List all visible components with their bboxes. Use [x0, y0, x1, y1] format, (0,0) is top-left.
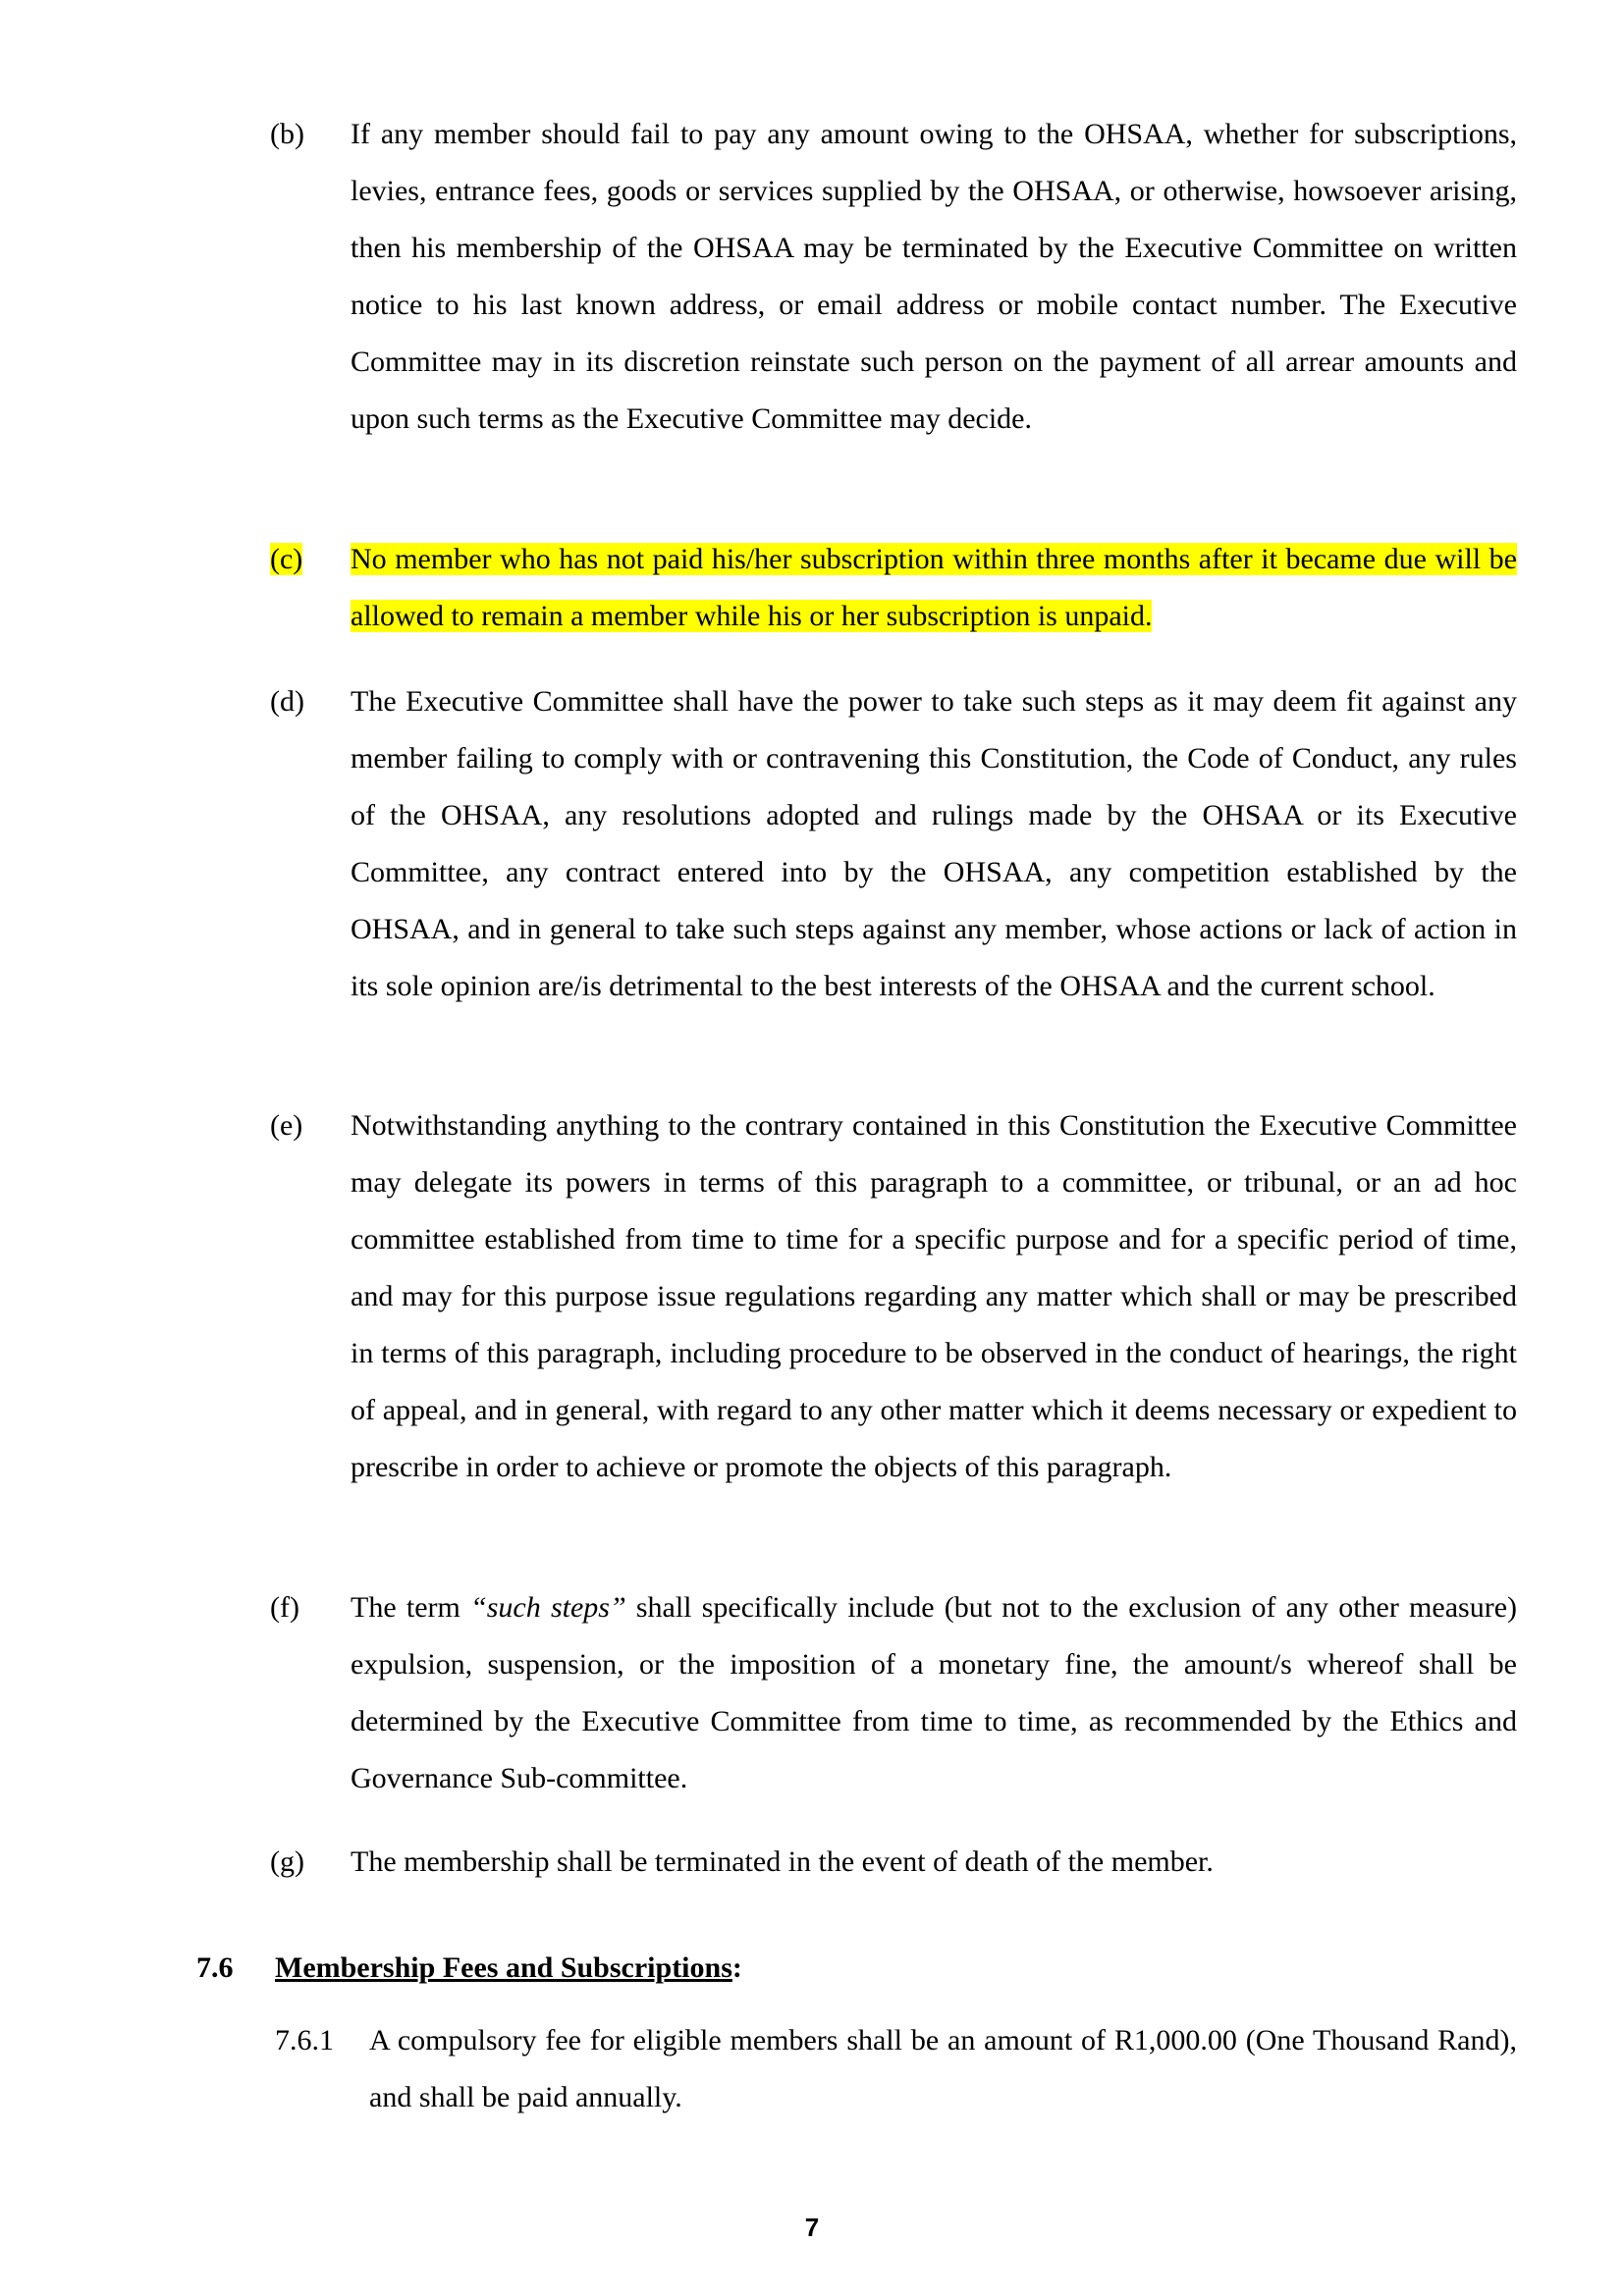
clause-text: The Executive Committee shall have the power to take such steps as it may deem fit against any member failing to comply with or contravening this Constitution, the Code of Conduct, any rules of the OHSAA, any resolutions adopted and rulings made by the OHSAA or its Executive Committee, any contract entered into by the OHSAA, any competition established by the OHSAA, and in general to take such steps against any member, whose actions or lack of action in its sole opinion are/is detrimental to the best interests of the OHSAA and the current school.: [351, 685, 1517, 1002]
clause-label: (f): [270, 1591, 299, 1624]
clause-label: (e): [270, 1109, 303, 1142]
clause-c: [270, 531, 1517, 645]
subsection-text: A compulsory fee for eligible members shall be an amount of R1,000.00 (One Thousand Rand), and shall be paid annually.: [369, 2024, 1517, 2113]
subsection-number: 7.6.1: [275, 2024, 334, 2056]
section-title-suffix: :: [731, 1951, 742, 1984]
section-heading-7-6: [196, 1940, 742, 1997]
clause-text: Notwithstanding anything to the contrary contained in this Constitution the Executive Committee may delegate its powers in terms of this paragraph to a committee, or tribunal, or an ad hoc committee established from time to time for a specific purpose and for a specific period of time, and may for this purpose issue regulations regarding any matter which shall or may be prescribed in terms of this paragraph, including procedure to be observed in the conduct of hearings, the right of appeal, and in general, with regard to any other matter which it deems necessary or expedient to prescribe in order to achieve or promote the objects of this paragraph.: [351, 1109, 1517, 1483]
section-number: 7.6: [196, 1951, 234, 1984]
page-number: 7: [804, 2213, 820, 2242]
clause-text: The membership shall be terminated in the event of death of the member.: [351, 1845, 1214, 1878]
clause-label: (d): [270, 685, 304, 718]
such-steps-term: “such steps”: [470, 1591, 626, 1624]
clause-text: If any member should fail to pay any amount owing to the OHSAA, whether for subscriptions, levies, entrance fees, goods or services supplied by the OHSAA, or otherwise, howsoever arising, then his membership of the OHSAA may be terminated by the Executive Committee on written notice to his last known address, or email address or mobile contact number. The Executive Committee may in its discretion reinstate such person on the payment of all arrear amounts and upon such terms as the Executive Committee may decide.: [351, 118, 1517, 435]
clause-d: [270, 673, 1517, 1015]
clause-text-highlighted: No member who has not paid his/her subscription within three months after it became due will be allowed to remain a member while his or her subscription is unpaid.: [351, 543, 1517, 632]
clause-label: (b): [270, 118, 304, 150]
subsection-7-6-1: [275, 2012, 1517, 2126]
clause-f: [270, 1579, 1517, 1807]
clause-text: The term “such steps” shall specifically include (but not to the exclusion of any other measure) expulsion, suspension, or the imposition of a monetary fine, the amount/s whereof shall be determined by the Executive Committee from time to time, as recommended by the Ethics and Governance Sub-committee.: [351, 1591, 1517, 1794]
clause-b: [270, 106, 1517, 448]
clause-e: [270, 1097, 1517, 1496]
section-title: Membership Fees and Subscriptions: [275, 1951, 732, 1984]
clause-label: (c): [270, 543, 303, 575]
clause-g: [270, 1834, 1517, 1891]
clause-label: (g): [270, 1845, 304, 1878]
